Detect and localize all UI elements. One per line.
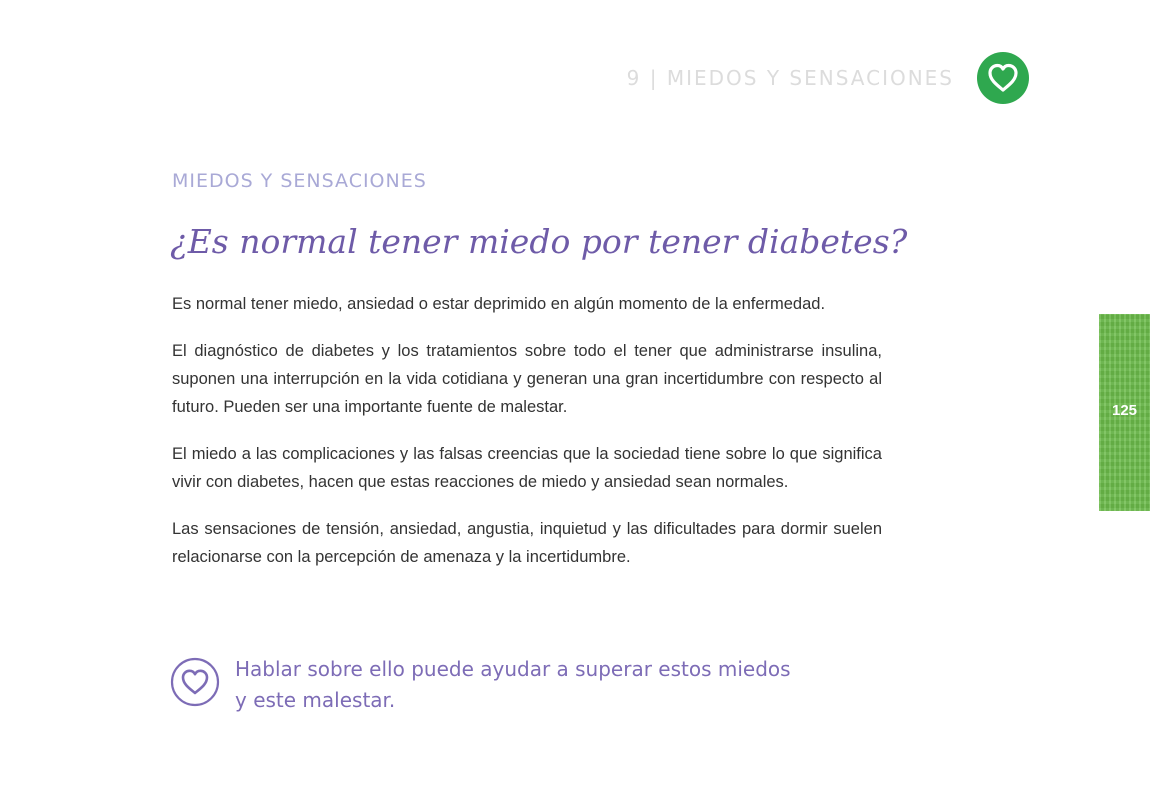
paragraph: El miedo a las complicaciones y las falsas creencias que la sociedad tiene sobre lo que significa vivir con diabetes, hacen que estas reacciones de miedo y ansiedad sean normales.	[172, 445, 882, 491]
section-label: MIEDOS Y SENSACIONES	[172, 170, 427, 192]
page-number: 125	[1111, 402, 1138, 419]
paragraph: Es normal tener miedo, ansiedad o estar deprimido en algún momento de la enfermedad.	[172, 295, 826, 313]
running-header: 9 | MIEDOS Y SENSACIONES	[626, 66, 954, 90]
question-title: ¿Es normal tener miedo por tener diabetes?	[170, 222, 908, 261]
paragraph: El diagnóstico de diabetes y los tratamientos sobre todo el tener que administrarse insulina, suponen una interrupción en la vida cotidiana y generan una gran incertidumbre con respecto al futuro. Pueden ser una importante fuente de malestar.	[172, 342, 882, 416]
heart-icon	[977, 52, 1029, 104]
page-tab	[1099, 314, 1150, 511]
callout-line-2: y este malestar.	[235, 688, 396, 712]
body-text	[172, 290, 882, 590]
callout-line-1: Hablar sobre ello puede ayudar a superar estos miedos	[235, 657, 791, 681]
heart-outline-icon	[170, 657, 220, 707]
callout-text	[235, 654, 875, 716]
paragraph: Las sensaciones de tensión, ansiedad, angustia, inquietud y las dificultades para dormir suelen relacionarse con la percepción de amenaza y la incertidumbre.	[172, 520, 882, 566]
